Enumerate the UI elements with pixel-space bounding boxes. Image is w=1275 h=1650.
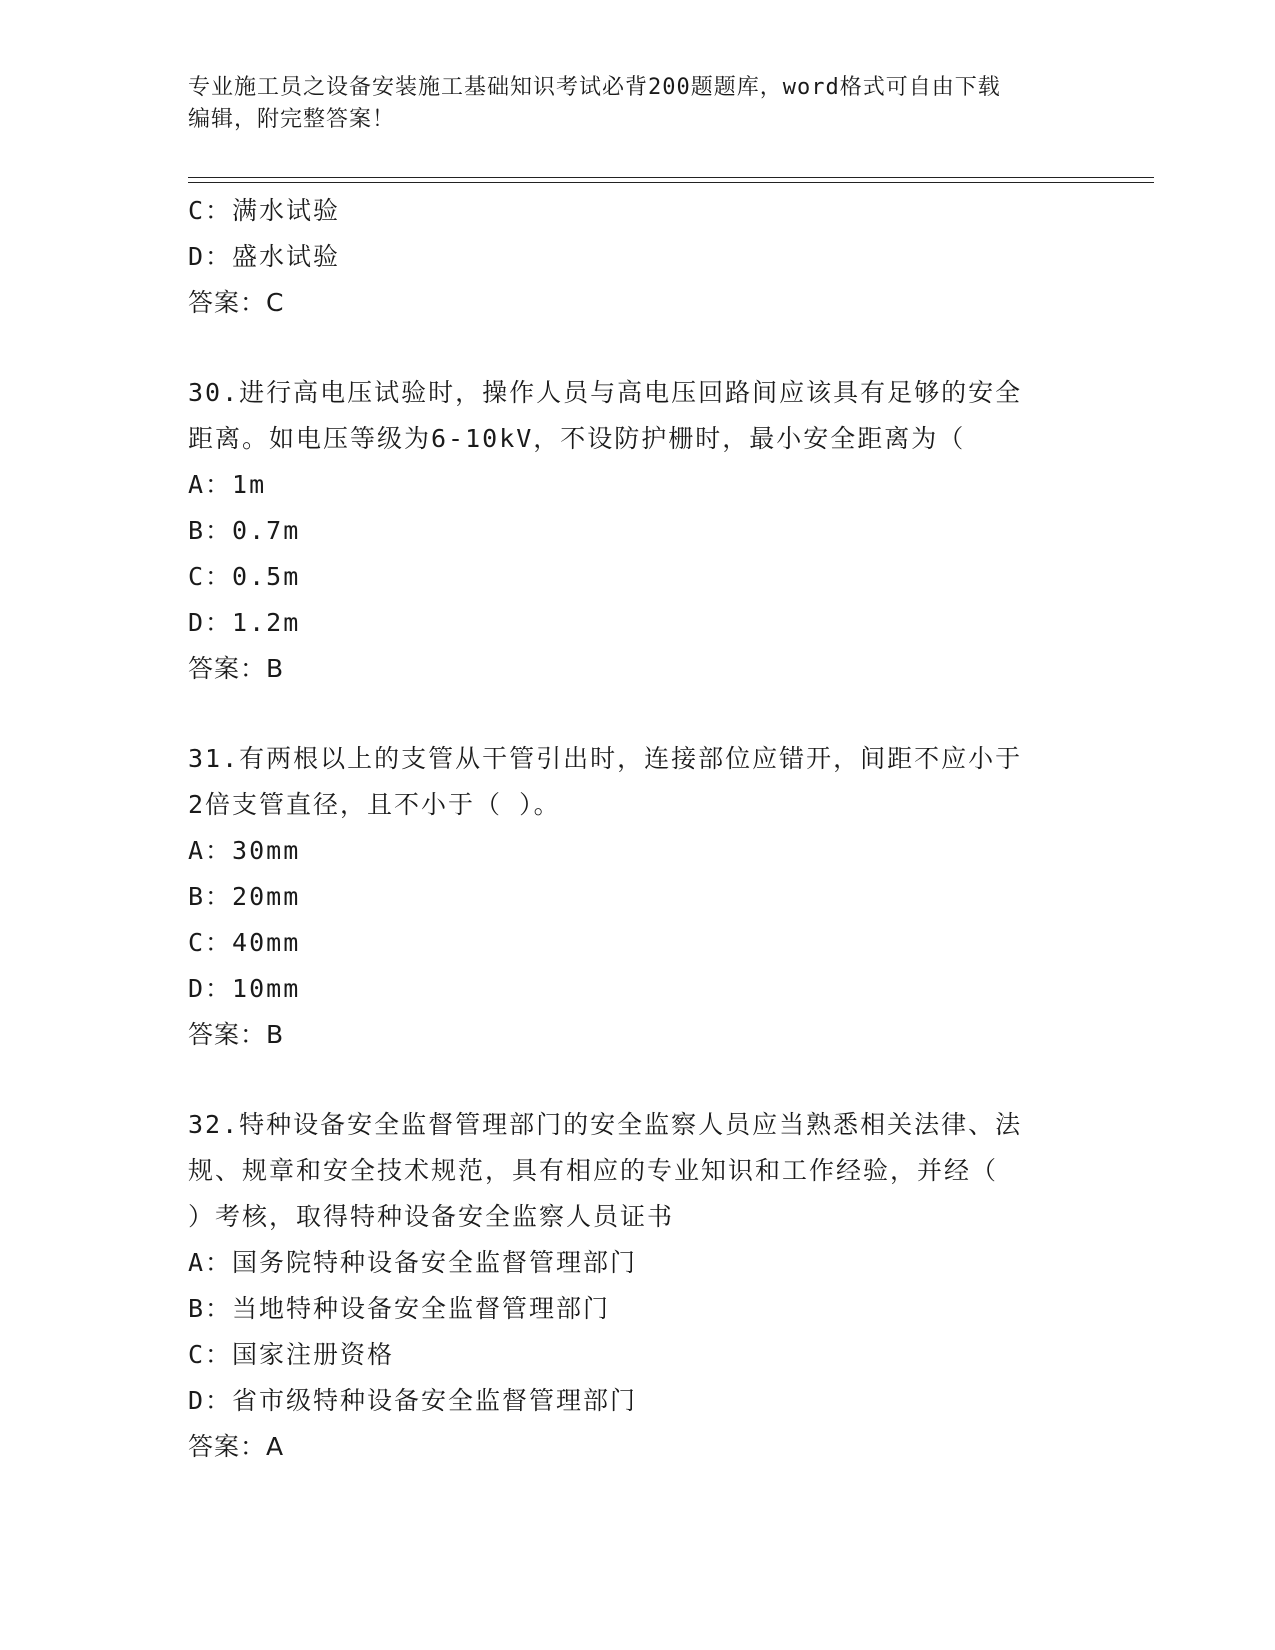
- option-c: C：国家注册资格: [188, 1340, 395, 1369]
- question-block: [188, 736, 1088, 1058]
- option-b: B：当地特种设备安全监督管理部门: [188, 1294, 611, 1323]
- option-b: B：0.7m: [188, 516, 301, 545]
- option-d: D：省市级特种设备安全监督管理部门: [188, 1386, 638, 1415]
- question-text-line: 30.进行高电压试验时，操作人员与高电压回路间应该具有足够的安全: [188, 378, 1023, 407]
- answer-line: 答案：C: [188, 288, 285, 317]
- option-d: D：10mm: [188, 974, 301, 1003]
- header-title-line-2: 编辑，附完整答案！: [188, 107, 396, 132]
- question-block: [188, 188, 1088, 326]
- option-a: A：1m: [188, 470, 267, 499]
- question-text-line: 32.特种设备安全监督管理部门的安全监察人员应当熟悉相关法律、法: [188, 1110, 1023, 1139]
- option-d: D：1.2m: [188, 608, 301, 637]
- option-a: A：30mm: [188, 836, 301, 865]
- question-text-line: 规、规章和安全技术规范，具有相应的专业知识和工作经验，并经（: [188, 1156, 999, 1185]
- page-header: [188, 72, 1088, 136]
- answer-line: 答案：A: [188, 1432, 285, 1461]
- answer-line: 答案：B: [188, 1020, 285, 1049]
- question-text-line: 31.有两根以上的支管从干管引出时，连接部位应错开，间距不应小于: [188, 744, 1023, 773]
- header-divider-top: [188, 177, 1154, 178]
- option-d: D：盛水试验: [188, 242, 341, 271]
- option-a: A：国务院特种设备安全监督管理部门: [188, 1248, 638, 1277]
- question-text-line: 距离。如电压等级为6-10kV，不设防护栅时，最小安全距离为（: [188, 424, 966, 453]
- answer-line: 答案：B: [188, 654, 285, 683]
- option-c: C：40mm: [188, 928, 301, 957]
- question-text-line: 2倍支管直径，且不小于（ ）。: [188, 790, 561, 819]
- option-b: B：20mm: [188, 882, 301, 911]
- question-list: [188, 188, 1088, 1470]
- header-divider-bottom: [188, 182, 1154, 183]
- question-block: [188, 1102, 1088, 1470]
- option-c: C：满水试验: [188, 196, 341, 225]
- question-text-line: ）考核，取得特种设备安全监察人员证书: [188, 1202, 675, 1231]
- question-block: [188, 370, 1088, 692]
- header-title-line-1: 专业施工员之设备安装施工基础知识考试必背200题题库，word格式可自由下载: [188, 75, 1001, 100]
- option-c: C：0.5m: [188, 562, 301, 591]
